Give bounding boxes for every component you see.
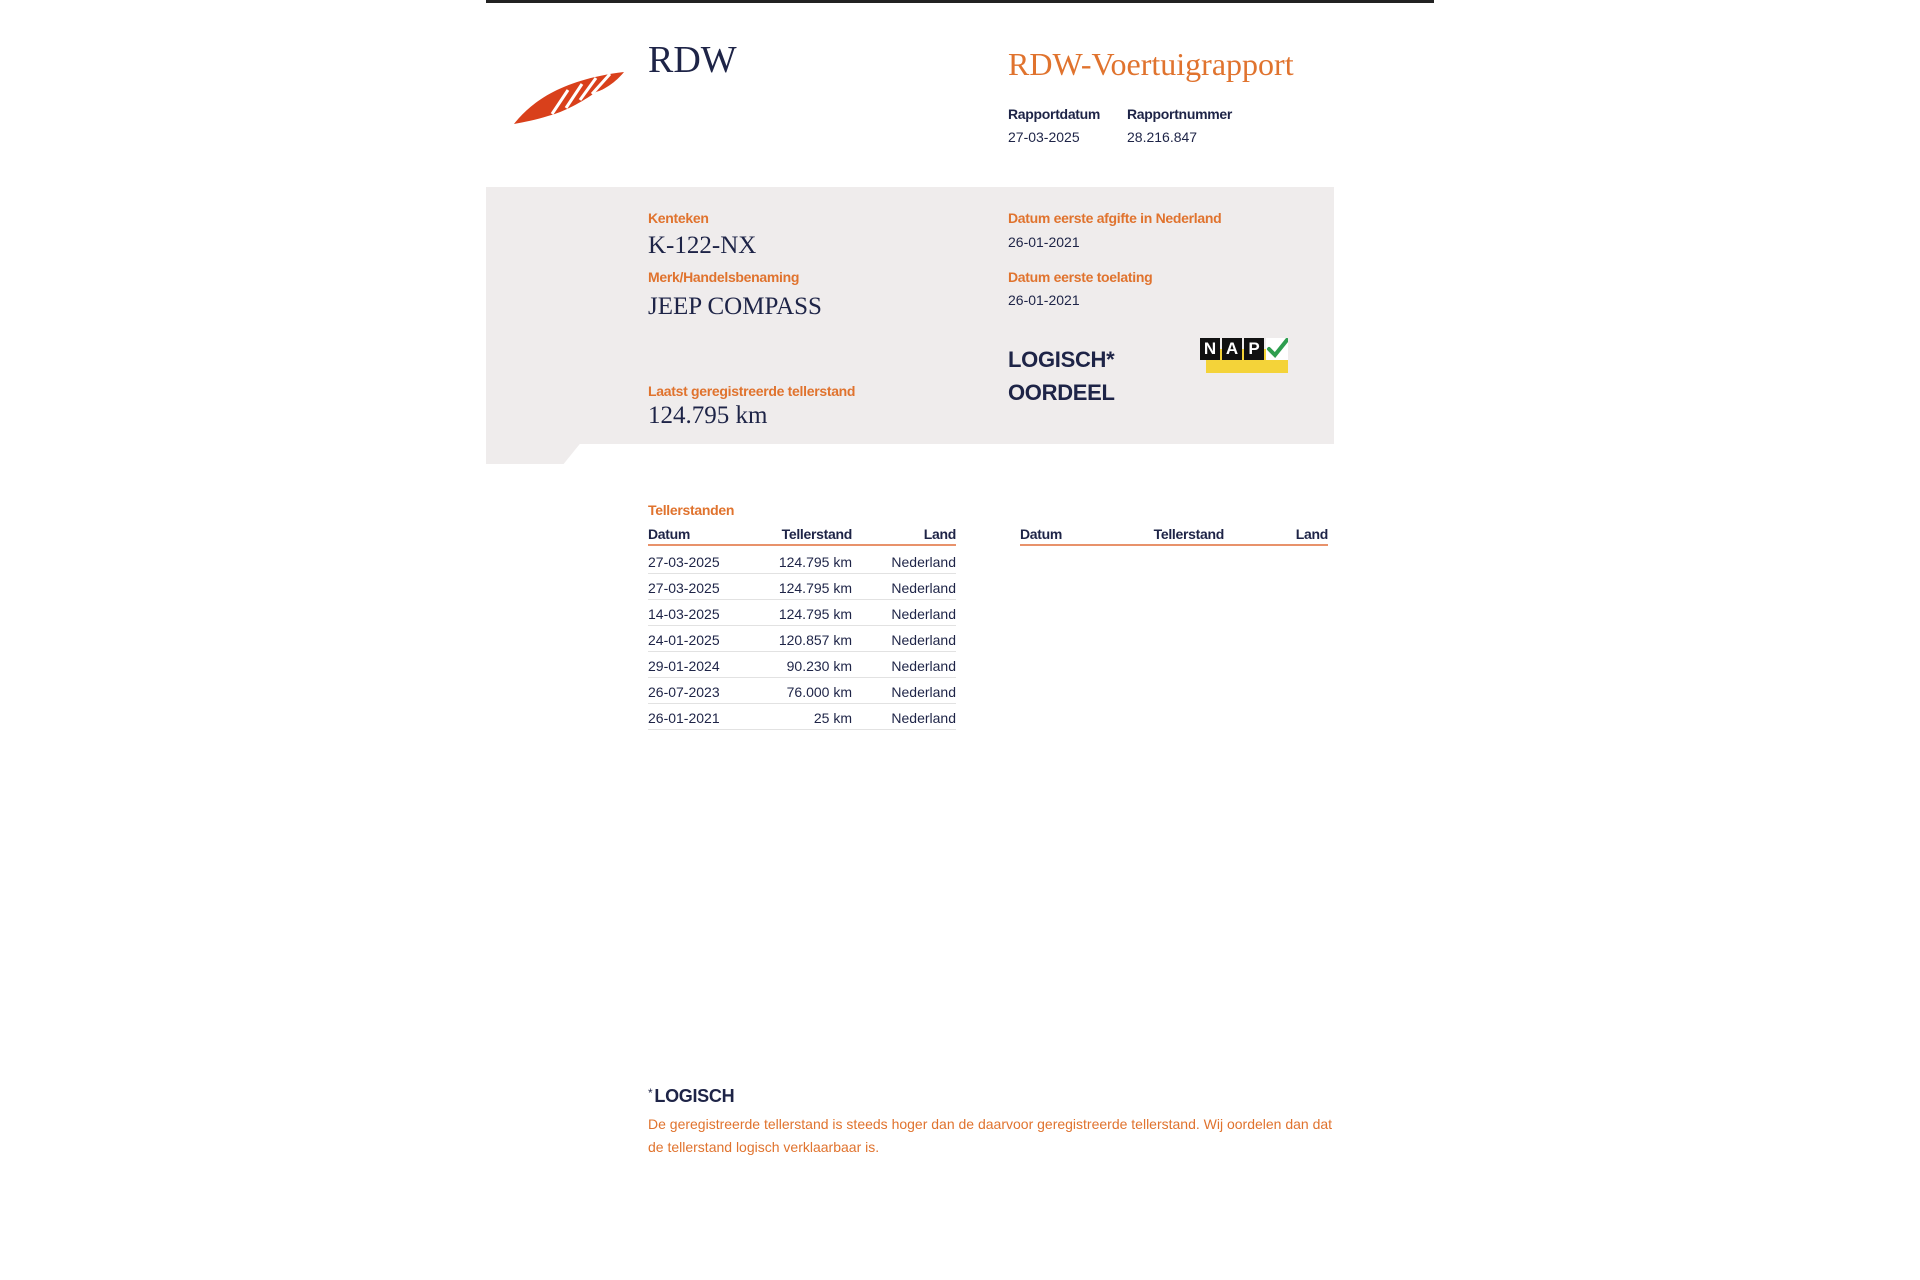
brand-name: RDW [648, 39, 737, 81]
rapportdatum-label: Rapportdatum [1008, 106, 1101, 122]
footnote-title-text: LOGISCH [654, 1086, 735, 1106]
cell-tellerstand: 120.857 km [778, 632, 852, 648]
nap-letter-n: N [1200, 338, 1220, 360]
rapportnummer-value: 28.216.847 [1127, 129, 1198, 145]
footnote-star: * [648, 1086, 653, 1100]
cell-land: Nederland [891, 632, 956, 648]
header-datum: Datum [648, 526, 691, 542]
eerste-afgifte-label: Datum eerste afgifte in Nederland [1008, 210, 1222, 226]
eerste-afgifte-value: 26-01-2021 [1008, 234, 1080, 250]
report-title: RDW-Voertuigrapport [1008, 46, 1294, 82]
footnote-title [648, 1086, 734, 1107]
cell-land: Nederland [891, 684, 956, 700]
cell-land: Nederland [891, 554, 956, 570]
table-row [648, 548, 956, 574]
eerste-toelating-label: Datum eerste toelating [1008, 269, 1153, 285]
cell-land: Nederland [891, 580, 956, 596]
header-datum: Datum [1020, 526, 1063, 542]
cell-land: Nederland [891, 658, 956, 674]
table-row [648, 600, 956, 626]
verdict-line-2: OORDEEL [1008, 380, 1115, 405]
verdict-line-1: LOGISCH* [1008, 347, 1115, 372]
cell-datum: 29-01-2024 [648, 658, 720, 674]
table-header-right [1020, 526, 1328, 546]
header-land: Land [923, 526, 956, 542]
panel-tab-decoration [486, 440, 583, 464]
table-header-left [648, 526, 956, 546]
cell-datum: 27-03-2025 [648, 580, 720, 596]
merk-value: JEEP COMPASS [648, 293, 822, 320]
table-row [648, 678, 956, 704]
header-tellerstand: Tellerstand [1153, 526, 1224, 542]
cell-tellerstand: 76.000 km [786, 684, 852, 700]
cell-tellerstand: 90.230 km [786, 658, 852, 674]
nap-letter-p: P [1244, 338, 1264, 360]
nap-check-icon [1266, 338, 1288, 360]
cell-tellerstand: 124.795 km [778, 580, 852, 596]
rapportnummer-label: Rapportnummer [1127, 106, 1232, 122]
nap-verdict [1008, 343, 1115, 409]
cell-datum: 27-03-2025 [648, 554, 720, 570]
cell-tellerstand: 124.795 km [778, 554, 852, 570]
table-row [648, 652, 956, 678]
header-tellerstand: Tellerstand [781, 526, 852, 542]
cell-tellerstand: 124.795 km [778, 606, 852, 622]
merk-label: Merk/Handelsbenaming [648, 269, 800, 285]
eerste-toelating-value: 26-01-2021 [1008, 292, 1080, 308]
nap-logo [1200, 338, 1290, 374]
tellerstanden-table [648, 548, 956, 730]
rdw-logo-icon [512, 60, 630, 126]
cell-tellerstand: 25 km [813, 710, 852, 726]
header-land: Land [1295, 526, 1328, 542]
table-row [648, 574, 956, 600]
tellerstand-label: Laatst geregistreerde tellerstand [648, 383, 856, 399]
nap-letter-a: A [1222, 338, 1242, 360]
cell-datum: 26-07-2023 [648, 684, 720, 700]
cell-land: Nederland [891, 606, 956, 622]
cell-land: Nederland [891, 710, 956, 726]
kenteken-label: Kenteken [648, 210, 709, 226]
tellerstanden-title: Tellerstanden [648, 502, 735, 518]
kenteken-value: K-122-NX [648, 232, 757, 259]
tellerstand-value: 124.795 km [648, 402, 768, 429]
rapportdatum-value: 27-03-2025 [1008, 129, 1080, 145]
footnote-text: De geregistreerde tellerstand is steeds hoger dan de daarvoor geregistreerde tellerstand. Wij oordelen dan dat de tellerstand logisch verklaarbaar is. [648, 1116, 1333, 1155]
top-rule [486, 0, 1434, 3]
cell-datum: 26-01-2021 [648, 710, 720, 726]
cell-datum: 24-01-2025 [648, 632, 720, 648]
cell-datum: 14-03-2025 [648, 606, 720, 622]
table-row [648, 626, 956, 652]
table-row [648, 704, 956, 730]
